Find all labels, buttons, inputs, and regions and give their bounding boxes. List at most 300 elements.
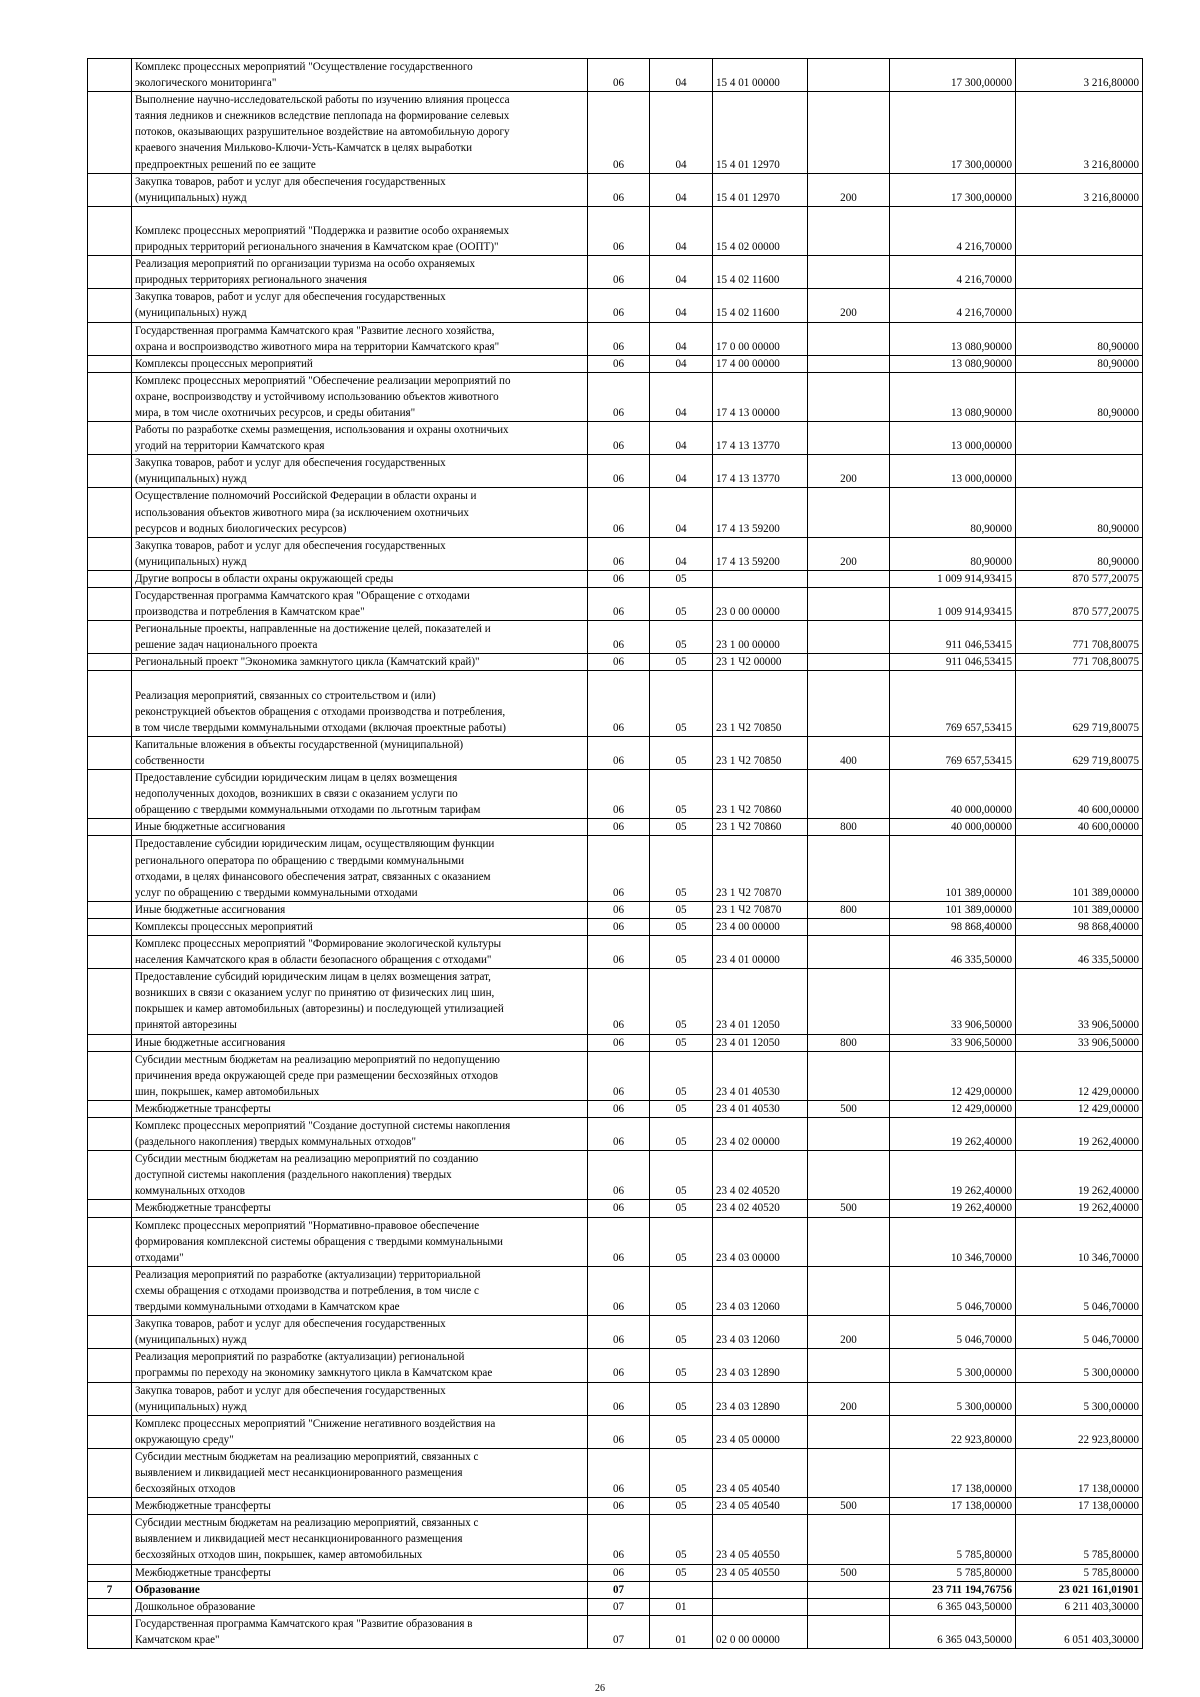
row-amount-year-1: 22 923,80000 [890,1415,1016,1448]
row-section-code: 06 [588,1382,650,1415]
table-row [88,1515,1143,1564]
table-row [88,918,1143,935]
row-name-line: Реализация мероприятий по организации туризма на особо охраняемых [135,258,476,271]
row-subsection-code: 04 [650,322,713,355]
row-amount-year-2: 80,90000 [1016,355,1143,372]
row-number [88,92,132,173]
table-row [88,256,1143,289]
table-row [88,59,1143,92]
row-number [88,621,132,654]
row-name-line: Межбюджетные трансферты [135,1202,271,1215]
row-name-line: мира, в том числе охотничьих ресурсов, и среды обитания" [135,406,416,419]
row-amount-year-1: 19 262,40000 [890,1200,1016,1217]
row-subsection-code: 04 [650,537,713,570]
row-name-line: Региональный проект "Экономика замкнутого цикла (Камчатский край)" [135,656,480,669]
row-section-code: 06 [588,1266,650,1315]
row-amount-year-2: 40 600,00000 [1016,819,1143,836]
table-row [88,537,1143,570]
row-name-line: Капитальные вложения в объекты государственной (муниципальной) [135,738,464,751]
row-amount-year-1: 13 080,90000 [890,372,1016,421]
row-name-line: Региональные проекты, направленные на достижение целей, показателей и [135,623,491,636]
row-subsection-code: 05 [650,1118,713,1151]
row-name [132,1598,588,1615]
row-amount-year-2: 629 719,80075 [1016,736,1143,769]
row-name-line: Закупка товаров, работ и услуг для обеспечения государственных [135,291,446,304]
row-amount-year-1: 5 300,00000 [890,1349,1016,1382]
row-amount-year-1: 1 009 914,93415 [890,570,1016,587]
row-target-article: 17 4 13 59200 [713,488,808,537]
row-subsection-code: 05 [650,654,713,671]
row-expense-type: 200 [808,173,890,206]
row-number [88,372,132,421]
row-section-code: 06 [588,173,650,206]
row-name-line: Предоставление субсидии юридическим лицам, осуществляющим функции [135,838,495,851]
row-number [88,1382,132,1415]
row-number [88,1615,132,1648]
row-expense-type [808,770,890,819]
row-number [88,1151,132,1200]
row-section-code: 06 [588,1515,650,1564]
row-name-line: потоков, оказывающих разрушительное воздействие на автомобильную дорогу [135,126,510,139]
row-expense-type [808,92,890,173]
row-target-article: 17 0 00 00000 [713,322,808,355]
row-expense-type: 800 [808,901,890,918]
table-row [88,1615,1143,1648]
row-name-line: Другие вопросы в области охраны окружающей среды [135,572,394,585]
row-target-article: 23 1 Ч2 00000 [713,654,808,671]
row-expense-type [808,588,890,621]
row-subsection-code: 05 [650,1448,713,1497]
row-name [132,671,588,736]
table-row [88,1316,1143,1349]
row-target-article: 17 4 13 13770 [713,455,808,488]
row-expense-type: 500 [808,1498,890,1515]
row-amount-year-1: 5 785,80000 [890,1564,1016,1581]
row-target-article: 23 4 01 40530 [713,1051,808,1100]
row-section-code: 06 [588,1200,650,1217]
row-subsection-code: 04 [650,355,713,372]
row-name-line: формирования комплексной системы обращения с твердыми коммунальными [135,1235,503,1248]
row-number [88,918,132,935]
row-expense-type [808,654,890,671]
row-name [132,1615,588,1648]
table-row [88,1100,1143,1117]
row-amount-year-2: 101 389,00000 [1016,836,1143,901]
row-amount-year-1: 911 046,53415 [890,621,1016,654]
row-section-code: 06 [588,1051,650,1100]
row-amount-year-2: 22 923,80000 [1016,1415,1143,1448]
row-name-line: Дошкольное образование [135,1600,256,1613]
row-subsection-code: 04 [650,173,713,206]
table-row [88,455,1143,488]
row-target-article: 02 0 00 00000 [713,1615,808,1648]
row-name-line: Субсидии местным бюджетам на реализацию мероприятий, связанных с [135,1517,479,1530]
row-section-code: 06 [588,488,650,537]
row-number [88,901,132,918]
row-name-line: угодий на территории Камчатского края [135,440,325,453]
row-amount-year-2: 33 906,50000 [1016,969,1143,1034]
table-row [88,836,1143,901]
row-section-code: 06 [588,1100,650,1117]
row-name-line: Комплекс процессных мероприятий "Обеспечение реализации мероприятий по [135,374,511,387]
row-amount-year-1: 19 262,40000 [890,1151,1016,1200]
row-expense-type: 200 [808,1382,890,1415]
row-target-article [713,1598,808,1615]
row-target-article: 23 4 03 12060 [713,1316,808,1349]
row-target-article: 23 4 01 40530 [713,1100,808,1117]
row-name-line: (муниципальных) нужд [135,191,247,204]
row-subsection-code: 05 [650,918,713,935]
table-row [88,1498,1143,1515]
row-target-article [713,570,808,587]
row-name [132,173,588,206]
row-amount-year-1: 33 906,50000 [890,969,1016,1034]
row-amount-year-1: 1 009 914,93415 [890,588,1016,621]
row-target-article: 23 4 03 12890 [713,1382,808,1415]
row-number [88,1266,132,1315]
row-subsection-code: 05 [650,1217,713,1266]
row-amount-year-1: 40 000,00000 [890,819,1016,836]
row-expense-type [808,1415,890,1448]
row-subsection-code: 05 [650,588,713,621]
row-expense-type: 800 [808,819,890,836]
row-name-line: регионального оператора по обращению с твердыми коммунальными [135,854,465,867]
table-row [88,621,1143,654]
row-amount-year-2: 80,90000 [1016,488,1143,537]
row-name-line: Комплекс процессных мероприятий "Снижение негативного воздействия на [135,1417,496,1430]
row-name-line: (муниципальных) нужд [135,555,247,568]
row-name-line: краевого значения Мильково-Ключи-Усть-Камчатск в целях выработки [135,142,473,155]
row-number [88,322,132,355]
row-amount-year-2: 5 046,70000 [1016,1266,1143,1315]
row-subsection-code: 04 [650,256,713,289]
row-name-line [135,207,584,223]
row-number [88,1564,132,1581]
row-amount-year-2: 6 211 403,30000 [1016,1598,1143,1615]
row-expense-type [808,488,890,537]
table-row [88,488,1143,537]
row-target-article: 15 4 01 12970 [713,92,808,173]
row-number [88,671,132,736]
row-section-code: 06 [588,621,650,654]
row-section-code: 06 [588,901,650,918]
row-amount-year-1: 23 711 194,76756 [890,1581,1016,1598]
row-name-line: Предоставление субсидий юридическим лицам в целях возмещения затрат, [135,971,491,984]
row-amount-year-1: 17 300,00000 [890,92,1016,173]
row-amount-year-2: 17 138,00000 [1016,1498,1143,1515]
table-row [88,570,1143,587]
row-name [132,355,588,372]
row-target-article: 23 4 05 40540 [713,1498,808,1515]
row-target-article: 15 4 02 11600 [713,289,808,322]
row-amount-year-1: 4 216,70000 [890,256,1016,289]
row-number [88,1217,132,1266]
row-target-article: 23 4 05 40550 [713,1515,808,1564]
row-name-line: Выполнение научно-исследовательской работы по изучению влияния процесса [135,94,510,107]
row-subsection-code: 05 [650,819,713,836]
row-number [88,1498,132,1515]
table-row [88,355,1143,372]
row-amount-year-2: 5 300,00000 [1016,1349,1143,1382]
row-name-line: собственности [135,754,205,767]
row-name-line: (муниципальных) нужд [135,1400,247,1413]
row-number [88,173,132,206]
row-name-line: отходами, в целях финансового обеспечения затрат, связанных с оказанием [135,870,491,883]
row-number [88,935,132,968]
row-subsection-code: 05 [650,621,713,654]
row-amount-year-1: 19 262,40000 [890,1118,1016,1151]
row-amount-year-2: 23 021 161,01901 [1016,1581,1143,1598]
row-name [132,1200,588,1217]
row-name [132,1349,588,1382]
row-expense-type [808,322,890,355]
row-name [132,1316,588,1349]
row-amount-year-1: 6 365 043,50000 [890,1615,1016,1648]
table-body [88,59,1143,1649]
row-name [132,488,588,537]
row-name-line: использования объектов животного мира (за исключением охотничьих [135,506,469,519]
row-name-line: производства и потребления в Камчатском крае" [135,606,365,619]
row-number [88,570,132,587]
row-name [132,588,588,621]
row-name [132,770,588,819]
row-name [132,59,588,92]
row-name-line: Субсидии местным бюджетам на реализацию мероприятий по созданию [135,1153,479,1166]
row-amount-year-2: 19 262,40000 [1016,1200,1143,1217]
row-amount-year-1: 911 046,53415 [890,654,1016,671]
row-name-line: Межбюджетные трансферты [135,1566,271,1579]
row-section-code: 06 [588,355,650,372]
row-target-article: 17 4 00 00000 [713,355,808,372]
row-name [132,422,588,455]
row-amount-year-1: 4 216,70000 [890,206,1016,255]
row-section-code: 06 [588,935,650,968]
row-subsection-code: 05 [650,1034,713,1051]
row-name [132,736,588,769]
row-name-line: твердыми коммунальными отходами в Камчатском крае [135,1301,400,1314]
table-row [88,92,1143,173]
row-number [88,1200,132,1217]
row-section-code: 06 [588,1349,650,1382]
table-row [88,372,1143,421]
row-name-line: причинения вреда окружающей среде при размещении бесхозяйных отходов [135,1069,499,1082]
table-row [88,901,1143,918]
row-number [88,1448,132,1497]
row-amount-year-2: 771 708,80075 [1016,621,1143,654]
row-name-line: Образование [135,1583,200,1596]
row-target-article: 23 4 03 12060 [713,1266,808,1315]
table-row [88,736,1143,769]
row-section-code: 06 [588,372,650,421]
row-name-line: предпроектных решений по ее защите [135,158,316,171]
row-name-line: Реализация мероприятий по разработке (актуализации) территориальной [135,1268,481,1281]
row-name-line: Закупка товаров, работ и услуг для обеспечения государственных [135,457,446,470]
row-name-line: окружающую среду" [135,1433,234,1446]
row-amount-year-2: 12 429,00000 [1016,1100,1143,1117]
row-amount-year-2: 101 389,00000 [1016,901,1143,918]
row-name-line: Комплекс процессных мероприятий "Поддержка и развитие особо охраняемых [135,224,510,237]
row-name-line: Комплекс процессных мероприятий "Формирование экологической культуры [135,937,502,950]
row-number [88,654,132,671]
row-target-article [713,1581,808,1598]
row-expense-type [808,570,890,587]
row-amount-year-2: 19 262,40000 [1016,1151,1143,1200]
row-section-code: 06 [588,1564,650,1581]
row-name-line: программы по переходу на экономику замкнутого цикла в Камчатском крае [135,1367,493,1380]
row-target-article: 23 0 00 00000 [713,588,808,621]
table-row [88,1118,1143,1151]
row-expense-type [808,621,890,654]
row-number [88,59,132,92]
row-name [132,1266,588,1315]
row-amount-year-2: 5 300,00000 [1016,1382,1143,1415]
row-section-code: 06 [588,1217,650,1266]
row-amount-year-1: 5 785,80000 [890,1515,1016,1564]
row-amount-year-1: 12 429,00000 [890,1100,1016,1117]
row-section-code: 06 [588,918,650,935]
row-expense-type [808,1051,890,1100]
row-expense-type [808,1266,890,1315]
row-name-line: Камчатском крае" [135,1633,220,1646]
row-expense-type: 200 [808,537,890,570]
row-name-line: шин, покрышек, камер автомобильных [135,1085,320,1098]
row-name-line: таяния ледников и снежников вследствие пеплопада на формирование селевых [135,110,510,123]
row-amount-year-2: 5 785,80000 [1016,1515,1143,1564]
row-number [88,1034,132,1051]
row-name [132,455,588,488]
table-row [88,1200,1143,1217]
row-name [132,1151,588,1200]
row-target-article: 23 4 02 40520 [713,1200,808,1217]
row-amount-year-2 [1016,455,1143,488]
row-name-line: отходами" [135,1251,184,1264]
row-amount-year-1: 101 389,00000 [890,836,1016,901]
table-row [88,422,1143,455]
table-row [88,206,1143,255]
row-name-line: Межбюджетные трансферты [135,1102,271,1115]
row-subsection-code: 01 [650,1615,713,1648]
row-name [132,289,588,322]
row-number [88,1100,132,1117]
row-number [88,969,132,1034]
row-subsection-code: 04 [650,206,713,255]
row-amount-year-1: 80,90000 [890,488,1016,537]
row-amount-year-2 [1016,289,1143,322]
row-number [88,836,132,901]
row-section-code: 06 [588,92,650,173]
row-section-code: 06 [588,588,650,621]
row-name [132,1415,588,1448]
row-number [88,289,132,322]
row-subsection-code: 04 [650,92,713,173]
row-subsection-code: 05 [650,1498,713,1515]
row-name [132,206,588,255]
row-subsection-code: 05 [650,969,713,1034]
table-row [88,671,1143,736]
row-number [88,1316,132,1349]
row-name [132,836,588,901]
row-target-article: 15 4 02 00000 [713,206,808,255]
row-number [88,455,132,488]
row-name-line: Закупка товаров, работ и услуг для обеспечения государственных [135,1384,446,1397]
row-target-article: 23 1 Ч2 70860 [713,819,808,836]
row-amount-year-2: 629 719,80075 [1016,671,1143,736]
row-amount-year-2: 5 785,80000 [1016,1564,1143,1581]
row-name-line: принятой авторезины [135,1019,237,1032]
row-subsection-code: 04 [650,455,713,488]
row-expense-type [808,1217,890,1266]
row-expense-type [808,671,890,736]
row-subsection-code: 05 [650,570,713,587]
row-amount-year-2: 5 046,70000 [1016,1316,1143,1349]
row-amount-year-1: 769 657,53415 [890,671,1016,736]
row-target-article: 23 4 05 40550 [713,1564,808,1581]
row-subsection-code: 05 [650,1349,713,1382]
row-amount-year-1: 6 365 043,50000 [890,1598,1016,1615]
row-amount-year-2: 10 346,70000 [1016,1217,1143,1266]
row-target-article: 23 1 Ч2 70850 [713,736,808,769]
row-number [88,819,132,836]
table-row [88,588,1143,621]
row-target-article: 23 4 05 00000 [713,1415,808,1448]
row-expense-type [808,1349,890,1382]
row-name [132,1051,588,1100]
row-number [88,355,132,372]
row-section-code: 06 [588,671,650,736]
row-name-line: Государственная программа Камчатского края "Развитие лесного хозяйства, [135,324,495,337]
row-number [88,1051,132,1100]
row-target-article: 23 4 01 00000 [713,935,808,968]
row-amount-year-1: 46 335,50000 [890,935,1016,968]
row-name [132,1498,588,1515]
row-name-line: выявлением и ликвидацией мест несанкционированного размещения [135,1533,463,1546]
row-section-code: 06 [588,969,650,1034]
table-row [88,1217,1143,1266]
page-number: 26 [595,1683,605,1694]
row-amount-year-2: 3 216,80000 [1016,59,1143,92]
row-name [132,1515,588,1564]
row-subsection-code: 05 [650,1415,713,1448]
row-section-code: 07 [588,1615,650,1648]
row-target-article: 23 4 05 40540 [713,1448,808,1497]
row-expense-type [808,969,890,1034]
row-target-article: 23 4 02 40520 [713,1151,808,1200]
row-expense-type [808,355,890,372]
table-row [88,1415,1143,1448]
row-amount-year-2: 19 262,40000 [1016,1118,1143,1151]
row-amount-year-2 [1016,256,1143,289]
row-section-code: 06 [588,736,650,769]
row-name-line: Субсидии местным бюджетам на реализацию мероприятий, связанных с [135,1450,479,1463]
table-row [88,935,1143,968]
row-name-line: схемы обращения с отходами производства и потребления, в том числе с [135,1284,479,1297]
row-amount-year-2: 6 051 403,30000 [1016,1615,1143,1648]
row-name-line: Государственная программа Камчатского края "Развитие образования в [135,1617,473,1630]
row-section-code: 06 [588,422,650,455]
row-amount-year-2: 3 216,80000 [1016,92,1143,173]
row-target-article: 23 1 Ч2 70870 [713,901,808,918]
row-subsection-code: 05 [650,901,713,918]
row-name-line: ресурсов и водных биологических ресурсов) [135,522,347,535]
row-name-line: Комплексы процессных мероприятий [135,357,313,370]
row-section-code: 06 [588,1498,650,1515]
row-name-line: Иные бюджетные ассигнования [135,821,286,834]
row-target-article: 15 4 01 00000 [713,59,808,92]
row-amount-year-2: 40 600,00000 [1016,770,1143,819]
row-name-line: (муниципальных) нужд [135,1334,247,1347]
row-target-article: 17 4 13 13770 [713,422,808,455]
row-section-code: 06 [588,59,650,92]
